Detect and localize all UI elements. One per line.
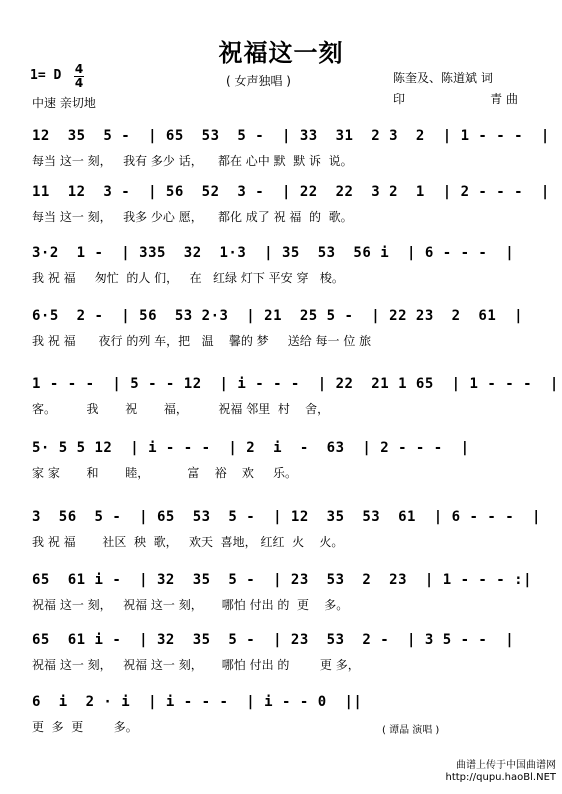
notation-line: 1 - - - | 5 - - 12 | i - - - | 22 21 1 65 | 1 - - - | — [32, 376, 559, 392]
time-signature — [74, 64, 84, 89]
score-row-1 — [0, 128, 562, 188]
score-row-5 — [0, 376, 562, 436]
score-row-2 — [0, 184, 562, 244]
lyrics-line: 客。 我 祝 福， 祝福 邻里 村 舍， — [32, 402, 330, 416]
notation-line: 3 56 5 - | 65 53 5 - | 12 35 53 61 | 6 - - - | — [32, 509, 541, 525]
score-row-10 — [0, 694, 562, 754]
notation-line: 6·5 2 - | 56 53 2·3 | 21 25 5 - | 22 23 2 61 | — [32, 308, 524, 324]
score-row-8 — [0, 572, 562, 632]
score-row-3 — [0, 245, 562, 305]
lyrics-line: 每当 这一 刻， 我有 多少 话， 都在 心中 默 默 诉 说。 — [32, 154, 353, 168]
lyrics-line: 我 祝 福 匆忙 的人 们， 在 红绿 灯下 平安 穿 梭。 — [32, 271, 344, 285]
lyrics-line: 每当 这一 刻， 我多 少心 愿， 都化 成了 祝 福 的 歌。 — [32, 210, 353, 224]
time-signature-top: 4 — [74, 62, 84, 76]
song-title: 祝福这一刻 — [218, 39, 344, 67]
notation-line: 11 12 3 - | 56 52 3 - | 22 22 3 2 1 | 2 - - - | — [32, 184, 550, 200]
lyrics-line: 更 多 更 多。 — [32, 720, 138, 734]
notation-line: 5· 5 5 12 | i - - - | 2 i - 63 | 2 - - - | — [32, 440, 470, 456]
performer-credit: ( 谭晶 演唱 ) — [382, 725, 440, 736]
time-signature-bottom: 4 — [74, 76, 84, 90]
notation-line: 6 i 2 · i | i - - - | i - - 0 || — [32, 694, 363, 710]
watermark-line-1: 曲谱上传于中国曲谱网 — [456, 760, 556, 771]
score-row-6 — [0, 440, 562, 500]
notation-line: 65 61 i - | 32 35 5 - | 23 53 2 - | 3 5 - - | — [32, 632, 515, 648]
lyrics-line: 我 祝 福 夜行 的列 车，把 温 馨的 梦 送给 每一 位 旅 — [32, 334, 372, 348]
composer-role: 青 曲 — [490, 92, 518, 106]
watermark-line-2: http://qupu.haoBl.NET — [445, 772, 556, 783]
tempo-marking: 中速 亲切地 — [32, 96, 96, 110]
notation-line: 3·2 1 - | 335 32 1·3 | 35 53 56 i | 6 - - - | — [32, 245, 515, 261]
lyricist-credit: 陈奎及、陈道斌 词 — [393, 71, 493, 85]
score-row-9 — [0, 632, 562, 692]
composer-name: 印 — [393, 92, 406, 106]
lyrics-line: 家 家 和 睦， 富 裕 欢 乐。 — [32, 466, 297, 480]
site-watermark — [446, 760, 557, 784]
notation-line: 12 35 5 - | 65 53 5 - | 33 31 2 3 2 | 1 - - - | — [32, 128, 550, 144]
notation-line: 65 61 i - | 32 35 5 - | 23 53 2 23 | 1 - - - :| — [32, 572, 533, 588]
key-signature: 1= D — [30, 68, 62, 83]
lyrics-line: 祝福 这一 刻， 祝福 这一 刻， 哪怕 付出 的 更 多。 — [32, 598, 349, 612]
song-subtitle: ( 女声独唱 ) — [226, 74, 291, 88]
lyrics-line: 祝福 这一 刻， 祝福 这一 刻， 哪怕 付出 的 更 多， — [32, 658, 360, 672]
score-row-4 — [0, 308, 562, 368]
lyrics-line: 我 祝 福 社区 秧 歌， 欢天 喜地， 红红 火 火。 — [32, 535, 344, 549]
score-row-7 — [0, 509, 562, 569]
